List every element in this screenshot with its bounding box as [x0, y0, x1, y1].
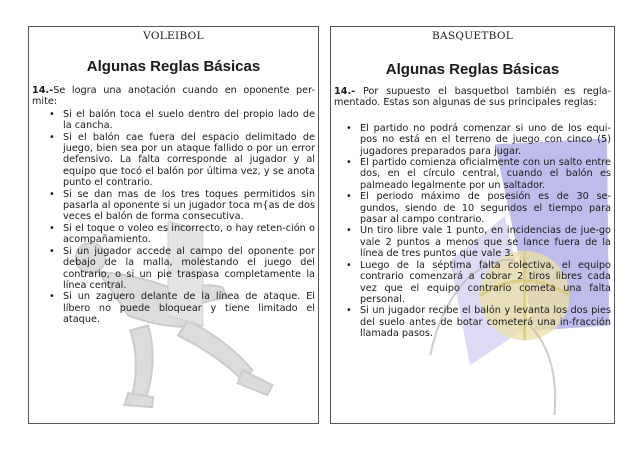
- intro-text: Por supuesto el basquetbol también es regla-mentado. Estas son algunas de sus principales reglas:: [334, 86, 611, 109]
- basketball-rules-card: [330, 26, 615, 424]
- rule-text: Si el toque o voleo es incorrecto, o hay reten-ción o acompañamiento.: [63, 222, 315, 246]
- intro-paragraph: [331, 86, 614, 109]
- list-item: [331, 260, 614, 306]
- list-item: [331, 157, 614, 191]
- bullet-icon: •: [346, 305, 352, 317]
- list-item: [29, 223, 318, 246]
- sport-title: VOLEIBOL: [143, 30, 204, 42]
- rule-text: El periodo máximo de posesión es de 30 se-gundos, siendo de 10 segundos el tiempo para pasar al campo contrario.: [360, 191, 611, 226]
- volleyball-rules-card: [28, 26, 319, 424]
- rule-text: El partido no podrá comenzar si uno de los equi-pos no está en el terreno de juego con cinco (5) jugadores preparados para jugar.: [360, 122, 611, 157]
- sport-title: BASQUETBOL: [431, 30, 514, 42]
- list-item: [29, 132, 318, 189]
- list-item: [29, 189, 318, 223]
- rules-list: [331, 123, 614, 340]
- rule-text: Luego de la séptima falta colectiva, el equipo contrario comenzará a cobrar 2 tiros libres cada vez que el equipo contrario cometa una falta personal.: [360, 259, 611, 305]
- list-item: [29, 246, 318, 292]
- intro-paragraph: [29, 85, 318, 108]
- intro-text: Se logra una anotación cuando en oponente per-mite:: [32, 85, 315, 108]
- rule-text: Si se dan mas de los tres toques permitidos sin pasarla al oponente si un jugador toca m{as de dos veces el balón de forma consecutiva.: [63, 188, 315, 223]
- rules-list: [29, 109, 318, 326]
- bullet-icon: •: [49, 291, 55, 303]
- list-item: [331, 225, 614, 259]
- list-item: [331, 305, 614, 339]
- list-item: [331, 123, 614, 157]
- rule-text: Un tiro libre vale 1 punto, en incidencias de jue-go vale 2 puntos a menos que se lance fuera de la línea de tres puntos que vale 3.: [360, 225, 611, 260]
- bullet-icon: •: [49, 108, 55, 120]
- bullet-icon: •: [49, 245, 55, 257]
- bullet-icon: •: [346, 157, 352, 169]
- bullet-icon: •: [346, 225, 352, 237]
- list-item: [29, 291, 318, 325]
- rule-number: 14.-: [32, 85, 54, 96]
- rule-text: Si el balón toca el suelo dentro del propio lado de la cancha.: [63, 108, 315, 132]
- card-heading: Algunas Reglas Básicas: [385, 61, 560, 78]
- bullet-icon: •: [49, 188, 55, 200]
- rule-number: 14.-: [334, 86, 356, 97]
- rule-text: Si el balón cae fuera del espacio delimitado de juego, bien sea por un ataque fallido o por un error defensivo. La falta corresponde al jugador y al equipo que tocó el balón por última vez, y se anota punto el contrario.: [63, 131, 315, 189]
- card-heading: Algunas Reglas Básicas: [86, 58, 261, 75]
- bullet-icon: •: [346, 191, 352, 203]
- list-item: [331, 191, 614, 225]
- rule-text: El partido comienza oficialmente con un salto entre dos, en el círculo central, cuando el balón es palmeado legalmente por un saltador.: [360, 157, 611, 191]
- bullet-icon: •: [346, 259, 352, 271]
- bullet-icon: •: [49, 222, 55, 234]
- rule-text: Si un jugador accede al campo del oponente por debajo de la malla, molestando el juego del contrario, o si un pie traspasa completamente la línea central.: [63, 245, 315, 291]
- rule-text: Si un jugador recibe el balón y levanta los dos pies del suelo antes de botar cometerá una in-fracción llamada pasos.: [360, 305, 611, 340]
- bullet-icon: •: [49, 131, 55, 143]
- list-item: [29, 109, 318, 132]
- bullet-icon: •: [346, 122, 352, 134]
- rule-text: Si un zaguero delante de la línea de ataque. El líbero no puede bloquear y tiene limitado el ataque.: [63, 291, 315, 326]
